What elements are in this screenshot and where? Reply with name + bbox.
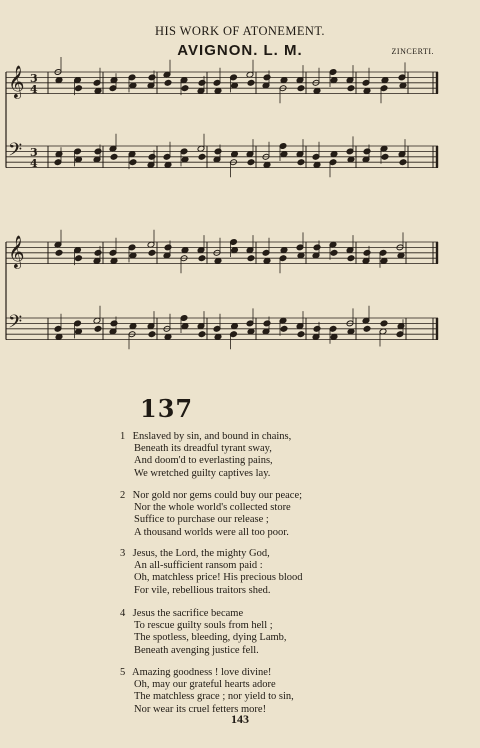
note-head [247,159,255,166]
composer-name: ZINCERTI. [391,47,434,56]
note-head [55,249,63,256]
note-head [129,159,137,166]
note-head [399,159,407,166]
stanza-line: 5 Amazing goodness ! love divine! [120,667,272,678]
stanza-number: 2 [120,490,126,501]
stanza [120,667,370,716]
note-head [363,148,371,155]
note-head [363,325,371,332]
stanza [120,490,370,539]
stanza [120,608,370,657]
note-head [181,85,189,92]
time-signature-bottom: 4 [30,83,38,96]
stanza-number: 1 [120,431,126,442]
stanza-line: A thousand worlds were all too poor. [134,526,289,538]
note-head [198,79,206,86]
note-head [381,153,389,160]
note-head [280,325,288,332]
stanza-line: The spotless, bleeding, dying Lamb, [134,632,287,644]
note-head [148,331,156,338]
stanza-line: Oh, matchless price! His precious blood [134,572,303,584]
stanza-line: Nor the whole world's collected store [134,502,291,514]
note-head [94,249,102,256]
stanza-line: 2 Nor gold nor gems could buy our peace; [120,490,303,501]
note-head [347,255,355,262]
stanza-line: For vile, rebellious traitors shed. [134,584,271,596]
note-head [75,255,83,262]
note-head [263,320,271,327]
note-head [110,320,118,327]
bass-clef-icon: 𝄢 [8,140,23,165]
note-head [148,74,156,81]
note-head [247,79,255,86]
stanza-line: Oh, may our grateful hearts adore [134,679,276,691]
note-head [347,85,355,92]
note-head [330,249,338,256]
note-head [164,79,172,86]
note-head [297,331,305,338]
stanza [120,431,370,480]
note-head [297,85,305,92]
note-head [313,325,321,332]
section-title: HIS WORK OF ATONEMENT. [155,24,325,38]
bass-clef-icon: 𝄢 [8,312,23,337]
stanza-line: 3 Jesus, the Lord, the mighty God, [120,548,270,559]
stanza-line: Nor wear its cruel fetters more! [134,703,267,715]
tune-name: AVIGNON. L. M. [177,42,303,59]
note-head [247,255,255,262]
stanza-line: The matchless grace ; nor yield to sin, [134,691,294,703]
stanza-line: An all-sufficient ransom paid : [134,560,263,572]
stanza-number: 4 [120,608,126,619]
note-head [198,255,206,262]
stanza-line: Beneath avenging justice fell. [134,644,259,656]
stanza-number: 5 [120,667,126,678]
note-head [313,244,321,251]
note-head [148,249,156,256]
page-number: 143 [231,712,249,726]
time-signature-bottom: 4 [30,157,38,170]
note-head [214,148,222,155]
stanza-line: We wretched guilty captives lay. [134,467,271,479]
note-head [148,153,156,160]
note-head [75,85,83,92]
note-head [94,325,102,332]
stanza-line: To rescue guilty souls from hell ; [134,620,273,632]
stanza-line: 1 Enslaved by sin, and bound in chains, [120,431,292,442]
note-head [380,320,388,327]
note-head [94,148,102,155]
note-head [263,74,271,81]
hymn-number: 137 [140,394,194,423]
stanza-line: 4 Jesus the sacrifice became [120,608,244,619]
note-head [110,153,118,160]
time-signature-top: 3 [30,72,38,85]
note-head [164,244,172,251]
note-head [198,153,206,160]
stanza-line: Suffice to purchase our release ; [134,514,269,526]
note-head [363,249,371,256]
treble-clef-icon: 𝄞 [8,235,25,268]
note-head [198,331,206,338]
time-signature-top: 3 [30,146,38,159]
stanza [120,548,370,597]
stanza-line: And doom'd to everlasting pains, [134,455,273,467]
stanza-number: 3 [120,548,126,559]
treble-clef-icon: 𝄞 [8,65,25,98]
stanza-line: Beneath its dreadful tyrant sway, [134,443,272,455]
note-head [297,159,305,166]
